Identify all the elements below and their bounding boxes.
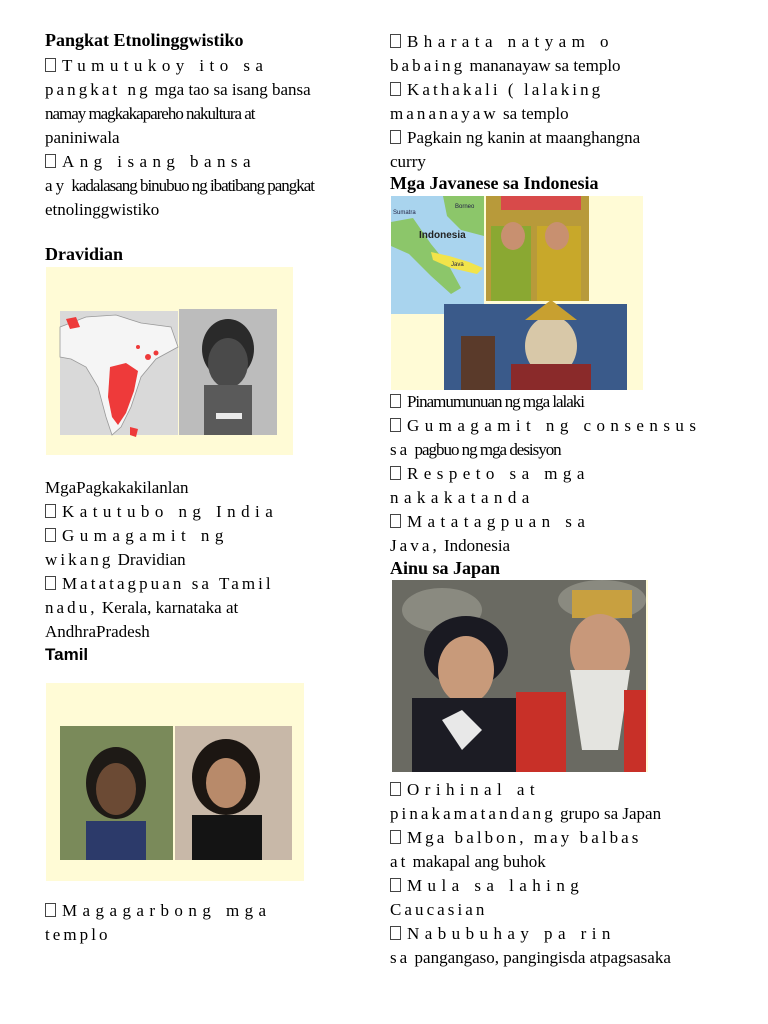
text-span: Dravidian [117,550,186,569]
text-span: Kerala, karnataka at [101,598,239,617]
text-line [45,79,311,101]
text-line: etnolinggwistiko [45,200,160,219]
text-span: Java, [390,536,440,555]
text-line [45,175,314,197]
text-span: Orihinal at [407,780,541,799]
text-span: Matatagpuan sa Tamil [62,574,274,593]
heading-javanese: Mga Javanese sa Indonesia [390,173,599,193]
text-line [45,573,274,595]
text-span: pangangaso, pangingisda atpagsasaka [414,948,671,967]
text-line [390,779,540,801]
text-span: Respeto sa mga [407,464,590,483]
text-line: nakakatanda [390,488,535,507]
map-label-sumatra: Sumatra [393,210,416,216]
text-span: pangkat ng [45,80,151,99]
bullet-icon [45,903,56,917]
text-line [390,463,590,485]
text-line: templo [45,925,111,944]
bullet-icon [390,82,401,96]
text-line: Caucasian [390,900,488,919]
text-span: Mga balbon, may balbas [407,828,642,847]
bullet-icon [45,58,56,72]
heading-ainu: Ainu sa Japan [390,558,501,578]
text-line [45,525,229,547]
text-line: MgaPagkakakilanlan [45,478,189,497]
text-span: mananayaw [390,104,499,123]
text-line: paniniwala [45,128,120,147]
text-span: Pinamumunuan ng mga lalaki [407,392,584,411]
text-line [390,103,569,125]
text-span: Tumutukoy ito sa [62,56,269,75]
text-line [390,79,603,101]
text-line [45,900,272,922]
bullet-icon [45,576,56,590]
map-label-indonesia: Indonesia [419,230,466,241]
bullet-icon [45,504,56,518]
bullet-icon [390,130,401,144]
bullet-icon [390,926,401,940]
text-span: pinakamatandang [390,804,556,823]
text-span: Ang isang bansa [62,152,256,171]
text-line: namay magkakapareho nakultura at [45,104,255,123]
text-span: sa [390,948,411,967]
text-span: mananayaw sa templo [469,56,621,75]
text-span: makapal ang buhok [412,852,546,871]
text-span: Kathakali ( lalaking [407,80,604,99]
tamil-image-panel [46,683,304,881]
text-line [390,439,561,461]
text-line [45,549,186,571]
text-span: Nabubuhay pa rin [407,924,616,943]
text-span: Mula sa lahing [407,876,585,895]
text-line [390,851,546,873]
bullet-icon [390,830,401,844]
text-span: grupo sa Japan [560,804,662,823]
dravidian-image-panel [46,267,293,455]
text-span: mga tao sa isang bansa [154,80,311,99]
bullet-icon [390,466,401,480]
bullet-icon [45,528,56,542]
text-line [390,947,671,969]
text-span: nadu, [45,598,98,617]
text-span: wikang [45,550,114,569]
text-line [390,923,616,945]
text-span: Gumagamit ng [62,526,229,545]
text-line [390,415,701,437]
heading-tamil: Tamil [45,645,89,664]
tamil-portraits-image [46,683,304,881]
text-span: Katutubo ng India [62,502,279,521]
text-line: curry [390,152,426,171]
text-line [45,151,256,173]
bullet-icon [390,782,401,796]
text-span: ay [45,176,68,195]
ainu-portraits-image [392,580,648,772]
text-line [390,31,614,53]
javanese-image-panel [391,196,643,390]
text-line: AndhraPradesh [45,622,150,641]
text-span: Magagarbong mga [62,901,272,920]
text-span: Bharata natyam o [407,32,614,51]
text-span: sa [390,440,411,459]
javanese-collage-image [391,196,643,390]
text-span: pagbuo ng mga desisyon [414,440,561,459]
map-label-java: Java [451,262,464,268]
text-line [390,391,584,413]
text-span: Gumagamit ng consensus [407,416,702,435]
text-line [390,55,621,77]
text-span: at [390,852,409,871]
bullet-icon [390,514,401,528]
text-line [390,535,510,557]
bullet-icon [390,418,401,432]
text-line [390,803,661,825]
text-span: Indonesia [444,536,511,555]
bullet-icon [390,878,401,892]
text-span: babaing [390,56,466,75]
text-span: sa templo [502,104,569,123]
map-label-borneo: Borneo [455,204,475,210]
heading-dravidian: Dravidian [45,244,124,264]
bullet-icon [390,394,401,408]
text-line [390,875,584,897]
bullet-icon [45,154,56,168]
text-line [45,597,238,619]
text-line [390,827,641,849]
text-span: kadalasang binubuo ng ibatibang pangkat [71,176,314,195]
text-line [390,511,590,533]
text-line [45,55,268,77]
text-span: Pagkain ng kanin at maanghangna [407,128,641,147]
text-line [390,127,640,149]
bullet-icon [390,34,401,48]
text-line [45,501,278,523]
dravidian-map-and-portrait-image [46,267,293,455]
ainu-image-panel [392,580,648,772]
heading-pangkat-etnolinggwistiko: Pangkat Etnolinggwistiko [45,30,244,50]
text-span: Matatagpuan sa [407,512,591,531]
